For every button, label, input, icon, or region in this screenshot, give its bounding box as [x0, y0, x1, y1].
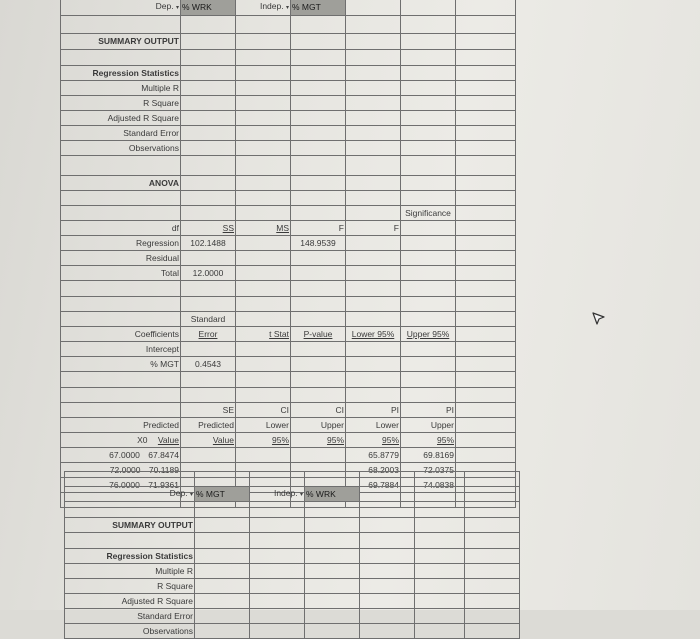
pred-header-ci-lower-95: 95%: [236, 433, 291, 448]
pred-predicted-value: 67.8474: [148, 449, 179, 460]
pred-x0-value: 72.0000: [109, 464, 141, 475]
pred-header-pi-upper: Upper: [401, 418, 456, 433]
bottom-stat-label-adjusted-r-square: Adjusted R Square: [65, 594, 195, 609]
summary-output-heading: SUMMARY OUTPUT: [61, 34, 181, 50]
coef-header-coefficients: Coefficients: [61, 327, 181, 342]
anova-header-sig1: Significance: [401, 206, 456, 221]
mgt-coefficient: 0.4543: [181, 357, 236, 372]
bottom-dep-value-cell[interactable]: [195, 487, 250, 502]
bottom-stat-label-r-square: R Square: [65, 579, 195, 594]
pred-header-pi-lower-top: PI: [346, 403, 401, 418]
bottom-indep-value-cell[interactable]: [305, 487, 360, 502]
anova-header-sig2: F: [346, 221, 401, 236]
anova-header-ss: SS: [181, 221, 236, 236]
stat-label-observations: Observations: [61, 141, 181, 156]
intercept-label: Intercept: [61, 342, 181, 357]
anova-residual-label: Residual: [61, 251, 181, 266]
pred-header-pi-lower: Lower: [346, 418, 401, 433]
pred-header-predicted-1: Predicted: [61, 418, 181, 433]
pred-header-predicted-2: Predicted: [181, 418, 236, 433]
bottom-stat-label-observations: Observations: [65, 624, 195, 639]
coef-header-pvalue: P-value: [291, 327, 346, 342]
pred-header-ci-upper-95: 95%: [291, 433, 346, 448]
pred-x0-value: 76.0000: [109, 479, 140, 490]
anova-heading: ANOVA: [61, 176, 181, 191]
mouse-pointer-icon: [591, 311, 607, 327]
coef-header-standard: Standard: [181, 312, 236, 327]
dep-label-cell[interactable]: [61, 0, 181, 16]
dropdown-icon[interactable]: ▾: [189, 491, 193, 498]
pred-pi-upper: 72.0375: [401, 463, 456, 478]
pred-header-value-2: Value: [181, 433, 236, 448]
pred-header-pi-upper-95: 95%: [401, 433, 456, 448]
stat-label-adjusted-r-square: Adjusted R Square: [61, 111, 181, 126]
bottom-dep-value: % MGT: [196, 488, 225, 499]
anova-f-value: 148.9539: [291, 236, 346, 251]
bottom-indep-label-cell[interactable]: [250, 487, 305, 502]
regression-statistics-heading: Regression Statistics: [61, 66, 181, 81]
dep-label: Dep.: [155, 1, 174, 11]
top-worksheet-grid: [60, 0, 516, 508]
pred-predicted-value: 71.9361: [148, 479, 179, 490]
bottom-worksheet-grid: [64, 471, 520, 639]
indep-value-cell[interactable]: [291, 0, 346, 16]
dropdown-icon[interactable]: ▾: [175, 5, 179, 11]
dropdown-icon[interactable]: ▾: [299, 491, 303, 498]
bottom-dep-label: Dep.: [169, 487, 188, 498]
stat-label-multiple-r: Multiple R: [61, 81, 181, 96]
pred-header-value-1: Value: [157, 434, 179, 445]
coef-header-tstat: t Stat: [236, 327, 291, 342]
coef-header-error: Error: [181, 327, 236, 342]
indep-value: % MGT: [292, 2, 321, 12]
indep-label-cell[interactable]: [236, 0, 291, 16]
pred-header-lower: Lower: [236, 418, 291, 433]
anova-total-df: 12.0000: [181, 266, 236, 281]
pred-pi-lower: 69.7884: [346, 478, 401, 493]
pred-header-ci-upper-top: CI: [291, 403, 346, 418]
bottom-regression-statistics-heading: Regression Statistics: [65, 549, 195, 564]
pred-pi-lower: 65.8779: [346, 448, 401, 463]
anova-header-f: F: [291, 221, 346, 236]
mgt-label: % MGT: [61, 357, 181, 372]
dep-value: % WRK: [182, 2, 212, 12]
dropdown-icon[interactable]: ▾: [285, 5, 289, 11]
bottom-stat-label-multiple-r: Multiple R: [65, 564, 195, 579]
pred-x0-value: 67.0000: [109, 449, 140, 460]
anova-header-ms: MS: [236, 221, 291, 236]
anova-total-label: Total: [61, 266, 181, 281]
coef-header-lower95: Lower 95%: [346, 327, 401, 342]
pred-header-pi-lower-95: 95%: [346, 433, 401, 448]
bottom-dep-label-cell[interactable]: [65, 487, 195, 502]
pred-pi-upper: 69.8169: [401, 448, 456, 463]
stat-label-standard-error: Standard Error: [61, 126, 181, 141]
indep-label: Indep.: [259, 1, 284, 11]
pred-header-se: SE: [181, 403, 236, 418]
pred-predicted-value: 70.1189: [148, 464, 179, 475]
bottom-indep-label: Indep.: [273, 487, 298, 498]
pred-header-ci-lower-top: CI: [236, 403, 291, 418]
pred-header-x0: X0: [137, 434, 148, 445]
bottom-stat-label-standard-error: Standard Error: [65, 609, 195, 624]
anova-ss-regression: 102.1488: [181, 236, 236, 251]
pred-pi-lower: 68.2003: [346, 463, 401, 478]
pred-pi-upper: 74.0838: [401, 478, 456, 493]
pred-header-pi-upper-top: PI: [401, 403, 456, 418]
pred-header-upper: Upper: [291, 418, 346, 433]
stat-label-r-square: R Square: [61, 96, 181, 111]
bottom-indep-value: % WRK: [306, 488, 336, 499]
anova-regression-label: Regression: [61, 236, 181, 251]
coef-header-upper95: Upper 95%: [401, 327, 456, 342]
bottom-summary-output-heading: SUMMARY OUTPUT: [65, 518, 195, 533]
anova-header-df: df: [61, 221, 181, 236]
dep-value-cell[interactable]: [181, 0, 236, 16]
prediction-row: [61, 448, 516, 463]
